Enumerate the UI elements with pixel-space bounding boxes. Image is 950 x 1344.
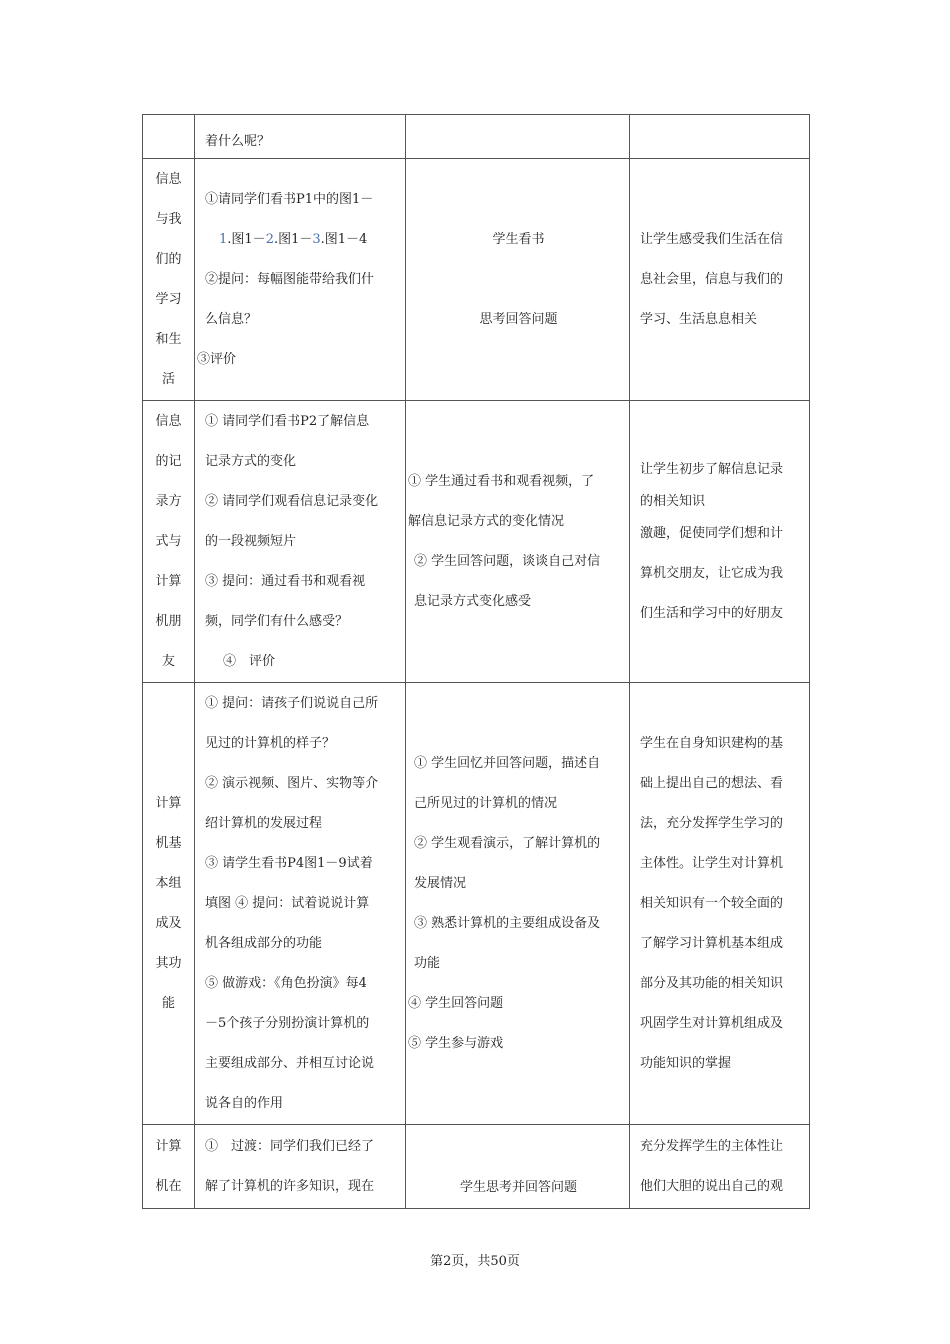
student-line: 己所见过的计算机的情况 <box>414 795 558 811</box>
teacher-line: ②提问：每幅图能带给我们什 <box>205 271 375 287</box>
intent-line: 学习、生活息息相关 <box>640 311 758 327</box>
teacher-line: ④ 评价 <box>223 653 276 669</box>
intent-line: 相关知识有一个较全面的 <box>640 895 784 911</box>
student-line: 息记录方式变化感受 <box>414 593 532 609</box>
page-number-footer: 第2页，共50页 <box>430 1254 520 1269</box>
teacher-activity-cell <box>195 115 406 159</box>
teacher-activity-cell <box>195 401 406 683</box>
design-intent-cell <box>630 1125 810 1209</box>
teacher-line: ① 过渡：同学们我们已经了 <box>205 1138 375 1154</box>
teacher-line: 么信息？ <box>205 311 258 327</box>
intent-line: 础上提出自己的想法、看 <box>640 775 784 791</box>
design-intent-cell <box>630 683 810 1125</box>
student-line: 功能 <box>414 955 441 971</box>
teacher-line: 主要组成部分、并相互讨论说 <box>205 1055 375 1071</box>
teacher-line: ① 请同学们看书P2了解信息 <box>205 413 370 429</box>
teacher-line: 说各自的作用 <box>205 1095 284 1111</box>
intent-line: 他们大胆的说出自己的观 <box>640 1178 784 1194</box>
teacher-line: ③ 请学生看书P4图1－9试着 <box>205 855 373 871</box>
student-line: ③ 熟悉计算机的主要组成设备及 <box>414 915 601 931</box>
student-line: 解信息记录方式的变化情况 <box>408 513 565 529</box>
student-line: ② 学生观看演示，了解计算机的 <box>414 835 601 851</box>
teacher-line: 机各组成部分的功能 <box>205 935 323 951</box>
teacher-activity-cell <box>195 1125 406 1209</box>
student-line: 发展情况 <box>414 875 467 891</box>
teacher-line: ⑤ 做游戏：《角色扮演》每4 <box>205 975 367 991</box>
figure-link[interactable]: 2 <box>265 231 274 247</box>
figure-link[interactable]: 1 <box>219 231 228 247</box>
teacher-line: 的一段视频短片 <box>205 533 297 549</box>
teacher-line: －5个孩子分别扮演计算机的 <box>205 1015 370 1031</box>
teacher-line: ③ 提问：通过看书和观看视 <box>205 573 366 589</box>
student-activity-cell <box>406 683 630 1125</box>
student-line: ① 学生通过看书和观看视频，了 <box>408 473 595 489</box>
teacher-line: ①请同学们看书P1中的图1－ <box>205 191 374 207</box>
stage-cell: 信息与我们的学习和生活 <box>143 159 195 401</box>
student-activity-cell <box>406 159 630 401</box>
intent-line: 主体性。让学生对计算机 <box>640 855 784 871</box>
figure-link[interactable]: 3 <box>312 231 321 247</box>
table-row <box>143 683 810 1125</box>
student-line: ⑤ 学生参与游戏 <box>408 1035 504 1051</box>
teacher-line: 着什么呢？ <box>205 134 271 149</box>
teacher-line: ② 请同学们观看信息记录变化 <box>205 493 379 509</box>
intent-line: 功能知识的掌握 <box>640 1055 732 1071</box>
intent-line: 们生活和学习中的好朋友 <box>640 605 784 621</box>
student-line: 学生思考并回答问题 <box>459 1180 577 1195</box>
intent-line: 息社会里，信息与我们的 <box>640 271 784 287</box>
student-activity-cell <box>406 401 630 683</box>
stage-cell <box>143 115 195 159</box>
teacher-line: ② 演示视频、图片、实物等介 <box>205 775 379 791</box>
teacher-line: 频，同学们有什么感受？ <box>205 613 349 629</box>
teacher-line: ① 提问：请孩子们说说自己所 <box>205 695 379 711</box>
intent-line: 让学生初步了解信息记录 <box>640 461 784 477</box>
lesson-plan-table <box>142 114 810 1209</box>
teacher-line-figures: 1.图1－2.图1－3.图1－4 <box>219 231 368 247</box>
intent-line: 了解学习计算机基本组成 <box>640 935 784 951</box>
stage-cell: 计算机基本组成及其功能 <box>143 683 195 1125</box>
student-line: ④ 学生回答问题 <box>408 995 504 1011</box>
teacher-line: 绍计算机的发展过程 <box>205 815 323 831</box>
design-intent-cell <box>630 115 810 159</box>
teacher-line: 记录方式的变化 <box>205 453 297 469</box>
intent-line: 充分发挥学生的主体性让 <box>640 1138 784 1154</box>
intent-line: 激趣，促使同学们想和计 <box>640 525 784 541</box>
student-line: ② 学生回答问题，谈谈自己对信 <box>414 553 601 569</box>
intent-line: 学生在自身知识建构的基 <box>640 735 784 751</box>
intent-line: 部分及其功能的相关知识 <box>640 975 784 991</box>
stage-cell: 信息的记录方式与计算机朋友 <box>143 401 195 683</box>
teacher-line: 见过的计算机的样子？ <box>205 735 336 751</box>
intent-line: 让学生感受我们生活在信 <box>640 231 784 247</box>
teacher-activity-cell <box>195 683 406 1125</box>
teacher-activity-cell <box>195 159 406 401</box>
student-activity-cell <box>406 115 630 159</box>
student-line: 思考回答问题 <box>479 311 558 327</box>
table-row <box>143 1125 810 1209</box>
teacher-line: 解了计算机的许多知识，现在 <box>205 1178 375 1194</box>
intent-line: 巩固学生对计算机组成及 <box>640 1015 784 1031</box>
teacher-line: 填图 ④ 提问：试着说说计算 <box>205 895 370 911</box>
table-row <box>143 401 810 683</box>
student-line: ① 学生回忆并回答问题，描述自 <box>414 755 601 771</box>
design-intent-cell <box>630 159 810 401</box>
intent-line: 的相关知识 <box>640 493 706 509</box>
student-activity-cell <box>406 1125 630 1209</box>
design-intent-cell <box>630 401 810 683</box>
intent-line: 算机交朋友，让它成为我 <box>640 565 784 581</box>
student-line: 学生看书 <box>492 231 545 247</box>
table-row <box>143 159 810 401</box>
teacher-line: ③评价 <box>197 351 237 367</box>
table-row <box>143 115 810 159</box>
stage-cell: 计算机在 <box>143 1125 195 1209</box>
intent-line: 法，充分发挥学生学习的 <box>640 815 784 831</box>
